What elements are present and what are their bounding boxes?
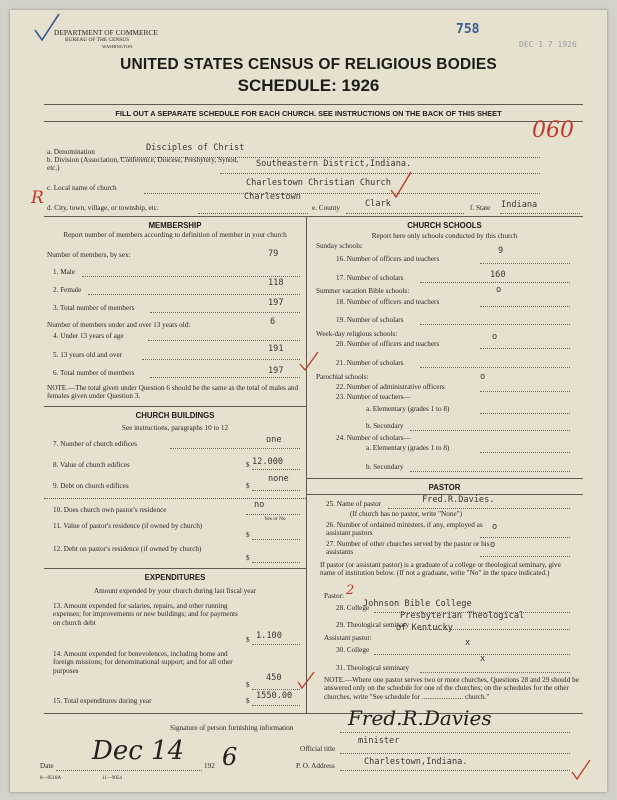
q28-label: 28. College xyxy=(336,604,370,612)
census-schedule-page: DEPARTMENT OF COMMERCE BUREAU OF THE CENSUS WASHINGTON 758 DEC 1 7 1926 UNITED STATES CENSUS OF RELIGIOUS BODIES SCHEDULE: 1926 FILL OUT A SEPARATE SCHEDULE FOR EACH CHURCH. SEE INSTRUCTIONS ON THE BACK OF THIS SHEET 060 a. Denomination Disciples of Christ b. Division (Association, Conference, Diocese, Presbytery, Synod, etc.) Southeastern District,Indiana. c. Local name of church Charlestown Christian Church R d. City, town, village, or township, etc. Charlestown e. County Clark f. State Indiana MEMBERSHIP Report number of members according to definition of member in your church Number of members, by sex: 79 1. Male 2. Female 118 3. Total number of members 197 Number of members under and over 13 years old: 6 4. Under 13 years of age 5. 13 years old and over 191 6. Total number of members 197 NOTE.—The total given under Question 6 should be the same as the total of males and females given under Question 3. CHURCH BUILDINGS See instructions, paragraphs 10 to 12 7. Number of church edifices one 8. Value of church edifices $ 12.000 9. Debt on church edifices $ none 10. Does church own pastor's residence no Yes or No 11. Value of pastor's residence (if owned by church) $ 12. Debt on pastor's residence (if owned by church) $ EXPENDITURES Amount expended by your church during last fiscal year 13. Amount expended for salaries, repairs, and other running expenses; for improvements or new buildings; and for payments on church debt $ 1.100 14. Amount expended for benevolences, including home and foreign missions; for denominational support; and for all other purposes $ 450 15. Total expenditures during year $ 1550.00 CHURCH SCHOOLS Report here only schools conducted by this church Sunday schools: 16. Number of officers and teachers 9 17. Number of scholars 160 Summer vacation Bible schools: 18. Number of officers and teachers o 19. Number of scholars Week-day religious schools: 20. Number of officers and teachers o 21. Number of scholars Parochial schools: 22. Number of administrative officers o 23. Number of teachers— a. Elementary (grades 1 to 8) b. Secondary 24. Number of scholars— a. Elementary (grades 1 to 8) b. Secondary PASTOR 25. Name of pastor Fred.R.Davies. (If church has no pastor, write "None") 26. Number of ordained ministers, if any, employed as assistant pastors o 27. Number of other churches served by the pastor or his assistants o If pastor (or assistant pastor) is a graduate of a college or theological seminary, give name of institution below. (If not a graduate, write "No" in the space indicated.) Pastor: 2 28. College Johnson Bible College 29. Theological seminary Presbyterian Theological of Kentucky Assistant pastor: 30. College x 31. Theological seminary x NOTE.—Where one pastor serves two or more churches, Questions 28 and 29 should be answered only on the schedule for one of the churches; on the schedules for the other churches, write "See schedule for ....................... church." Signature of person furnishing information Fred.R.Davies Official title minister P. O. Address Charlestown,Indiana. Date Dec 14 192 6 8—8518A 11—9054 xyxy=(10,10,607,792)
q2-female-label: 2. Female xyxy=(53,286,82,294)
q16-label: 16. Number of officers and teachers xyxy=(336,255,440,263)
assistant-pastor-label: Assistant pastor: xyxy=(324,634,372,642)
q18-value: o xyxy=(496,285,502,295)
q7-edifices-value: one xyxy=(266,435,282,445)
q30-value: x xyxy=(465,638,471,648)
q24-label: 24. Number of scholars— xyxy=(336,434,411,442)
q24a-label: a. Elementary (grades 1 to 8) xyxy=(366,444,450,452)
q19-label: 19. Number of scholars xyxy=(336,316,404,324)
q5-over-13-value: 191 xyxy=(268,344,284,354)
membership-note: NOTE.—The total given under Question 6 should be the same as the total of males and females given under Question 3. xyxy=(47,384,299,401)
expenditures-intro: Amount expended by your church during last fiscal year xyxy=(93,587,257,595)
signature-value: Fred.R.Davies xyxy=(348,706,492,730)
q26-value: o xyxy=(492,522,498,532)
red-tick-icon xyxy=(298,350,320,372)
q10-residence-value: no xyxy=(254,500,265,510)
q29-seminary-value: Presbyterian Theological xyxy=(400,611,525,621)
by-age-label: Number of members under and over 13 years old: xyxy=(47,321,191,329)
year-suffix: 6 xyxy=(222,743,238,771)
q25-sub: (If church has no pastor, write "None") xyxy=(350,510,462,518)
q25-pastor-name: Fred.R.Davies. xyxy=(422,495,495,505)
q7-edifices-label: 7. Number of church edifices xyxy=(53,440,138,448)
q14-benevolence-value: 450 xyxy=(266,673,282,683)
date-label: Date xyxy=(40,762,54,770)
buildings-heading: CHURCH BUILDINGS xyxy=(135,411,215,420)
address-value: Charlestown,Indiana. xyxy=(364,757,468,767)
washington-label: WASHINGTON xyxy=(102,44,133,49)
denomination-label: a. Denomination xyxy=(47,148,95,156)
county-label: e. County xyxy=(312,204,340,212)
q18-label: 18. Number of officers and teachers xyxy=(336,298,440,306)
department-label: DEPARTMENT OF COMMERCE xyxy=(54,28,158,37)
q29-label: 29. Theological seminary xyxy=(336,621,410,629)
yes-no-hint: Yes or No xyxy=(264,516,286,522)
schools-intro: Report here only schools conducted by this church xyxy=(371,232,518,240)
red-check-mark-icon xyxy=(388,170,414,200)
city-value: Charlestown xyxy=(244,192,301,202)
summer-schools-label: Summer vacation Bible schools: xyxy=(316,287,410,295)
official-title-value: minister xyxy=(358,736,400,746)
bureau-label: BUREAU OF THE CENSUS xyxy=(65,37,130,43)
q25-label: 25. Name of pastor xyxy=(326,500,382,508)
form-serial-number: 758 xyxy=(456,22,480,37)
q27-value: o xyxy=(490,540,496,550)
q2-female-value: 118 xyxy=(268,278,284,288)
membership-intro: Report number of members according to definition of member in your church xyxy=(63,231,287,239)
form-code-2: 11—9054 xyxy=(102,776,122,781)
q20-label: 20. Number of officers and teachers xyxy=(336,340,440,348)
q26-label: 26. Number of ordained ministers, if any, employed as assistant pastors xyxy=(326,521,483,538)
pastor-heading: PASTOR xyxy=(428,483,461,492)
date-value: Dec 14 xyxy=(92,736,185,766)
q23a-label: a. Elementary (grades 1 to 8) xyxy=(366,405,450,413)
q4-under-13-label: 4. Under 13 years of age xyxy=(53,332,124,340)
graduate-note: If pastor (or assistant pastor) is a graduate of a college or theological seminary, give name of institution below. (If not a graduate, write "No" in the space indicated.) xyxy=(320,561,561,578)
q31-value: x xyxy=(480,654,486,664)
city-label: d. City, town, village, or township, etc. xyxy=(47,204,159,212)
q29-seminary-value-2: of Kentucky xyxy=(396,623,453,633)
q1-male-label: 1. Male xyxy=(53,268,75,276)
county-value: Clark xyxy=(365,199,391,209)
q21-label: 21. Number of scholars xyxy=(336,359,404,367)
division-value: Southeastern District,Indiana. xyxy=(256,159,412,169)
q31-label: 31. Theological seminary xyxy=(336,664,410,672)
q15-total-value: 1550.00 xyxy=(256,691,293,701)
pastor-sub-label: Pastor: xyxy=(324,592,344,600)
q27-label: 27. Number of other churches served by the pastor or his assistants xyxy=(326,540,490,557)
by-sex-label: Number of members, by sex: xyxy=(47,251,131,259)
official-title-label: Official title xyxy=(300,745,336,753)
q14-benevolence-label: 14. Amount expended for benevolences, including home and foreign missions; for denominational support; and for all other purposes xyxy=(53,650,233,675)
denomination-value: Disciples of Christ xyxy=(146,143,245,153)
address-label: P. O. Address xyxy=(296,762,335,770)
state-value: Indiana xyxy=(501,200,538,210)
schedule-year-title: SCHEDULE: 1926 xyxy=(237,76,380,95)
sunday-schools-label: Sunday schools: xyxy=(316,242,363,250)
q3-total-label: 3. Total number of members xyxy=(53,304,135,312)
q6-total-label: 6. Total number of members xyxy=(53,369,135,377)
instruction-banner: FILL OUT A SEPARATE SCHEDULE FOR EACH CHURCH. SEE INSTRUCTIONS ON THE BACK OF THIS SHEET xyxy=(115,109,502,118)
parochial-schools-label: Parochial schools: xyxy=(316,373,369,381)
q24b-label: b. Secondary xyxy=(366,463,404,471)
q9-debt-label: 9. Debt on church edifices xyxy=(53,482,129,490)
red-code-number: 060 xyxy=(532,118,574,143)
q13-running-label: 13. Amount expended for salaries, repairs, and other running expenses; for improvements or new buildings; and for payments on church debt xyxy=(53,602,238,627)
q8-value-label: 8. Value of church edifices xyxy=(53,461,130,469)
q13-running-value: 1.100 xyxy=(256,631,282,641)
state-label: f. State xyxy=(470,204,491,212)
signature-label: Signature of person furnishing information xyxy=(170,724,294,732)
local-name-value: Charlestown Christian Church xyxy=(246,178,391,188)
q5-over-13-label: 5. 13 years old and over xyxy=(53,351,123,359)
buildings-sub: See instructions, paragraphs 10 to 12 xyxy=(121,424,229,432)
q10-residence-label: 10. Does church own pastor's residence xyxy=(53,506,167,514)
weekday-schools-label: Week-day religious schools: xyxy=(316,330,398,338)
q28-college-value: Johnson Bible College xyxy=(363,599,472,609)
by-age-value: 6 xyxy=(270,317,276,327)
q8-value-amount: 12.000 xyxy=(252,457,284,467)
expenditures-heading: EXPENDITURES xyxy=(144,573,206,582)
q11-residence-value-label: 11. Value of pastor's residence (if owned by church) xyxy=(53,522,203,530)
division-label: b. Division (Association, Conference, Diocese, Presbytery, Synod, etc.) xyxy=(47,156,239,173)
form-code: 8—8518A xyxy=(40,776,62,781)
q17-value: 160 xyxy=(490,270,506,280)
q15-total-label: 15. Total expenditures during year xyxy=(53,697,152,705)
q6-total-value: 197 xyxy=(268,366,284,376)
red-check-mark-bottom-icon xyxy=(570,758,592,782)
q23b-label: b. Secondary xyxy=(366,422,404,430)
margin-r-mark: R xyxy=(31,188,44,208)
received-date-stamp: DEC 1 7 1926 xyxy=(519,40,577,49)
q22-label: 22. Number of administrative officers xyxy=(336,383,445,391)
membership-heading: MEMBERSHIP xyxy=(148,221,202,230)
by-sex-total: 79 xyxy=(268,249,279,259)
year-prefix: 192 xyxy=(204,762,215,770)
q12-residence-debt-label: 12. Debt on pastor's residence (if owned by church) xyxy=(53,545,202,553)
q9-debt-value: none xyxy=(268,474,289,484)
q3-total-value: 197 xyxy=(268,298,284,308)
q30-label: 30. College xyxy=(336,646,370,654)
q22-value: o xyxy=(480,372,486,382)
q16-value: 9 xyxy=(498,246,504,256)
q20-value: o xyxy=(492,332,498,342)
pastor-note: NOTE.—Where one pastor serves two or more churches, Questions 28 and 29 should be answered only on the schedule for one of the churches; on the schedules for the other churches, write "See schedule for ....................... church." xyxy=(324,676,579,701)
page-title: UNITED STATES CENSUS OF RELIGIOUS BODIES xyxy=(120,56,497,73)
q17-label: 17. Number of scholars xyxy=(336,274,404,282)
schools-heading: CHURCH SCHOOLS xyxy=(407,221,482,230)
q23-label: 23. Number of teachers— xyxy=(336,393,411,401)
local-name-label: c. Local name of church xyxy=(47,184,117,192)
